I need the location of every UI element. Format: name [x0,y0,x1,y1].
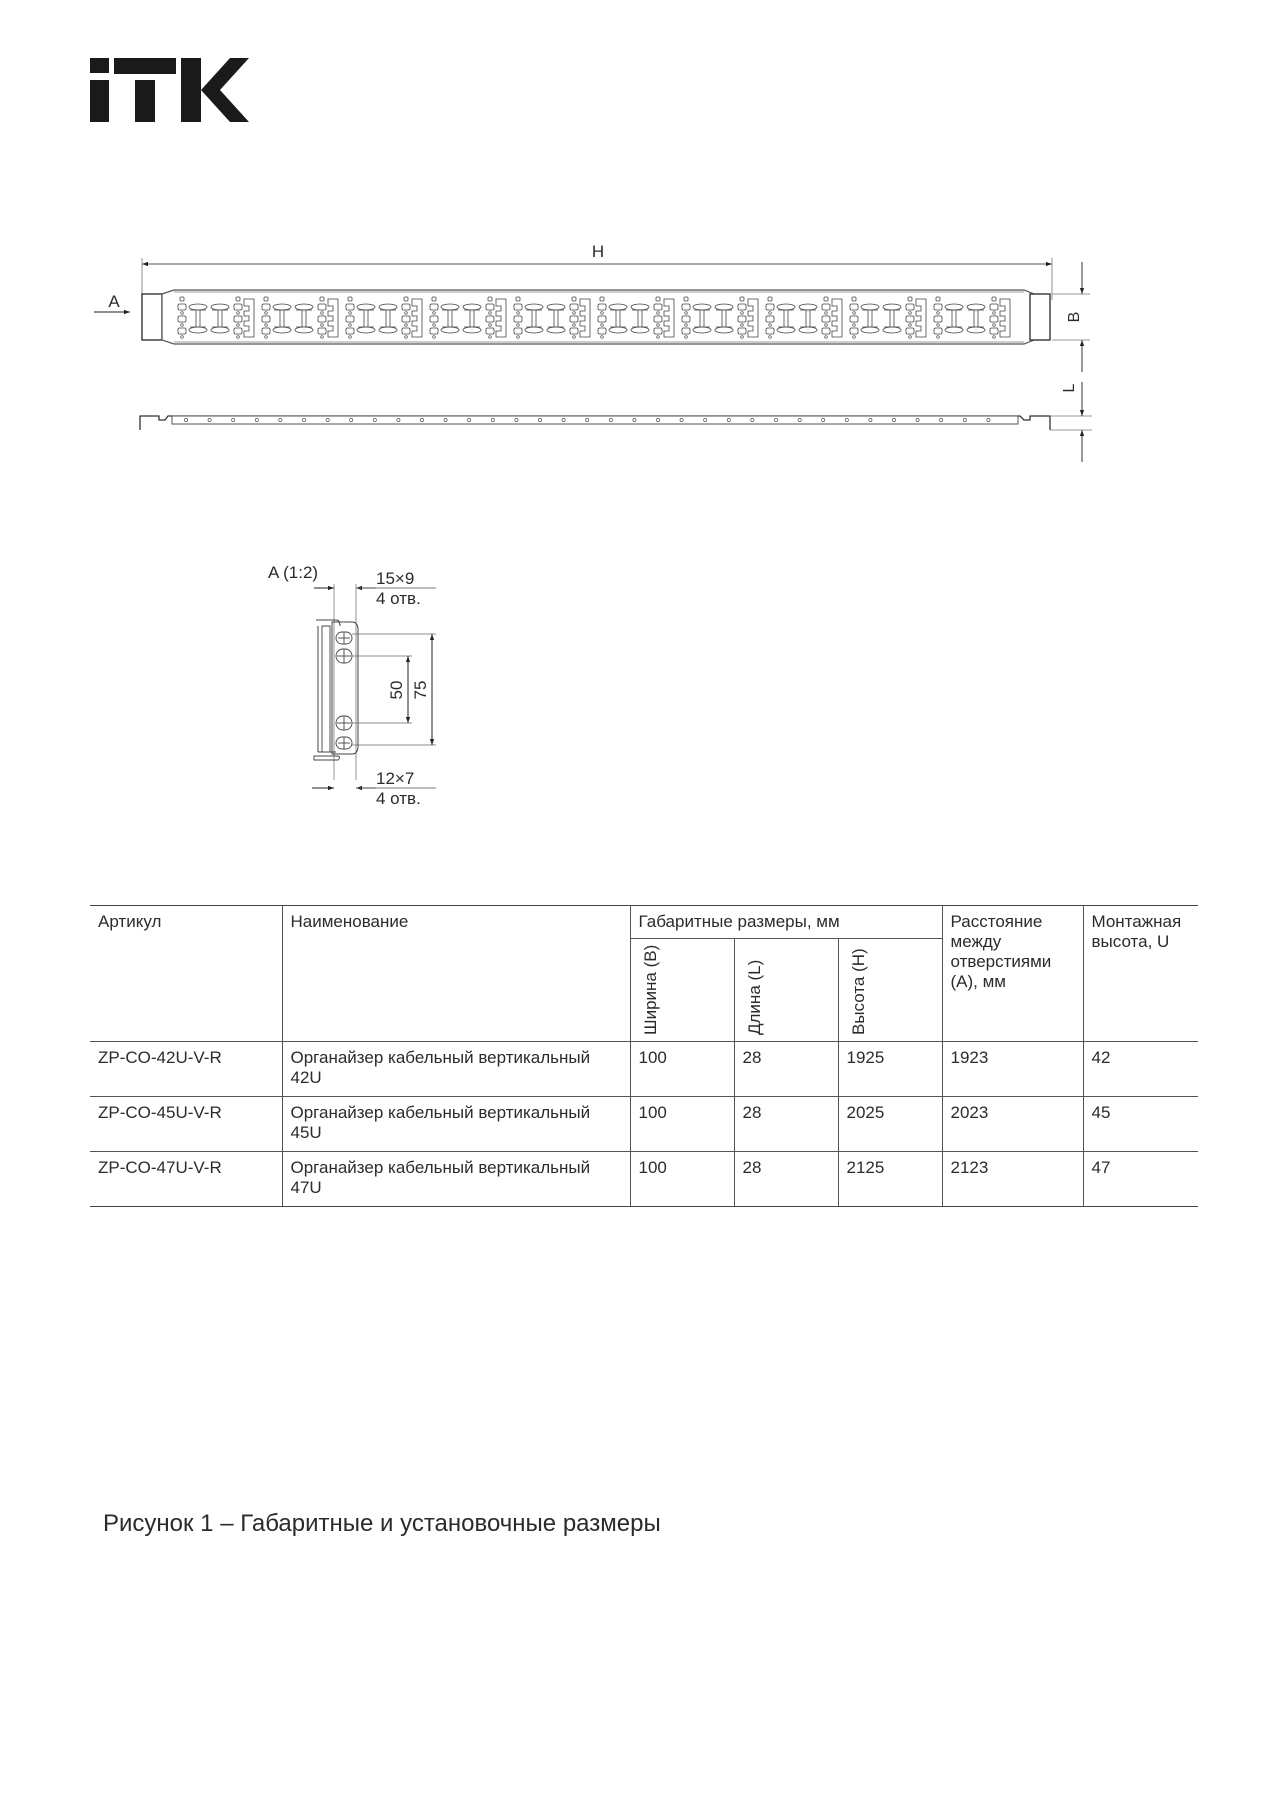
technical-drawing [0,0,1280,830]
cell-article: ZP-CO-47U-V-R [90,1152,282,1207]
dim-label-l: L [1061,383,1079,393]
cell-width: 100 [630,1097,734,1152]
header-height: Высота (H) [838,939,942,1042]
cell-distance: 2123 [942,1152,1083,1207]
dim-label-h: H [591,242,605,261]
cell-mount: 42 [1083,1042,1198,1097]
detail-title: A (1:2) [268,563,319,582]
header-hole-distance: Расстояние между отверстиями (А), мм [942,906,1083,1042]
header-article: Артикул [90,906,282,1042]
cell-width: 100 [630,1042,734,1097]
hole-bottom-count: 4 отв. [376,789,421,808]
header-overall-dimensions: Габаритные размеры, мм [630,906,942,939]
table-row [90,1097,1198,1152]
table-row [90,1152,1198,1207]
header-length: Длина (L) [734,939,838,1042]
cell-height: 1925 [838,1042,942,1097]
dim-50: 50 [387,680,406,700]
figure-caption: Рисунок 1 – Габаритные и установочные размеры [103,1510,661,1537]
dim-label-b: B [1066,311,1084,323]
cell-article: ZP-CO-45U-V-R [90,1097,282,1152]
cell-height: 2125 [838,1152,942,1207]
hole-bottom-size: 12×7 [376,769,415,788]
header-width: Ширина (B) [630,939,734,1042]
header-mount-height: Монтажная высота, U [1083,906,1198,1042]
cell-article: ZP-CO-42U-V-R [90,1042,282,1097]
header-name: Наименование [282,906,630,1042]
cell-name: Органайзер кабельный вертикальный 47U [282,1152,630,1207]
cell-distance: 1923 [942,1042,1083,1097]
cell-mount: 47 [1083,1152,1198,1207]
cell-length: 28 [734,1042,838,1097]
section-label-a: A [108,292,120,311]
cell-name: Органайзер кабельный вертикальный 42U [282,1042,630,1097]
cell-length: 28 [734,1097,838,1152]
specification-table [90,905,1198,1207]
cell-distance: 2023 [942,1097,1083,1152]
table-row [90,1042,1198,1097]
cell-length: 28 [734,1152,838,1207]
cell-name: Органайзер кабельный вертикальный 45U [282,1097,630,1152]
cell-height: 2025 [838,1097,942,1152]
hole-top-size: 15×9 [376,569,415,588]
cell-mount: 45 [1083,1097,1198,1152]
hole-top-count: 4 отв. [376,589,421,608]
dim-75: 75 [411,680,430,700]
cell-width: 100 [630,1152,734,1207]
